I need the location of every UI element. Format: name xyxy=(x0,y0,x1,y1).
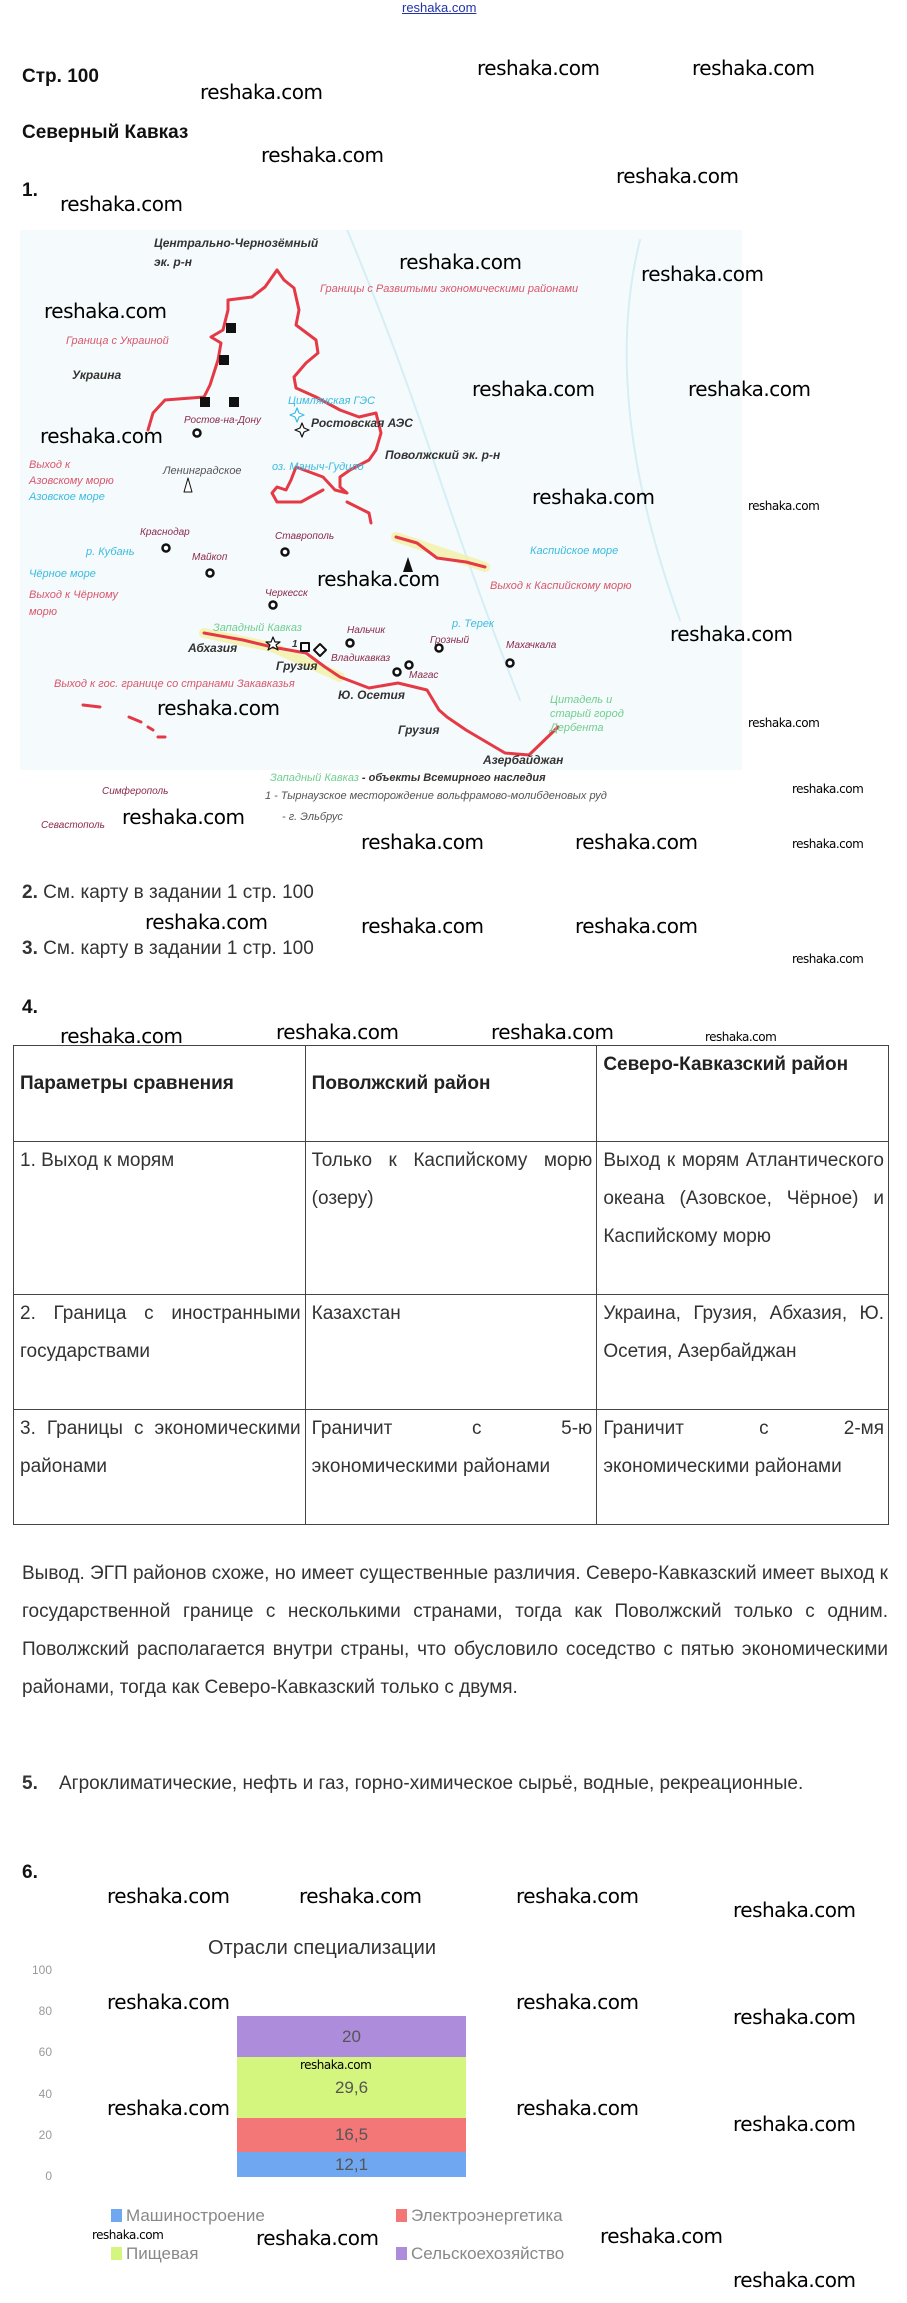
watermark: reshaka.com xyxy=(200,80,323,104)
map-label-abkhazia: Абхазия xyxy=(188,641,238,655)
map-label-kuban: р. Кубань xyxy=(86,546,135,558)
map-label-vladikavkaz: Владикавказ xyxy=(331,653,391,664)
map-label-derbent: Цитадель и xyxy=(550,694,613,706)
legend-label: Машиностроение xyxy=(126,2206,265,2225)
map-label-sevastopol: Севастополь xyxy=(41,820,105,831)
watermark: reshaka.com xyxy=(299,1884,422,1908)
table-cell: Граничит с 5-ю экономическими районами xyxy=(305,1410,597,1525)
legend-label: Сельскоехозяйство xyxy=(411,2244,565,2263)
watermark: reshaka.com xyxy=(792,782,864,796)
page-number: Стр. 100 xyxy=(22,66,99,87)
chart-title: Отрасли специализации xyxy=(208,1937,436,1959)
y-tick-label: 80 xyxy=(38,2004,52,2019)
y-tick-label: 40 xyxy=(38,2086,52,2101)
map-label-transcaucasia-exit: Выход к гос. границе со странами Закавказья xyxy=(54,678,295,690)
y-tick-label: 0 xyxy=(45,2169,52,2183)
watermark: reshaka.com xyxy=(361,914,484,938)
map-label-west-caucasus: Западный Кавказ xyxy=(213,622,302,634)
table-row xyxy=(14,1142,889,1295)
table-row xyxy=(14,1295,889,1410)
table-cell: Украина, Грузия, Абхазия, Ю. Осетия, Азербайджан xyxy=(597,1295,889,1410)
watermark: reshaka.com xyxy=(477,56,600,80)
map-legend-elbrus: - г. Эльбрус xyxy=(282,811,343,823)
table-cell: Граничит с 2-мя экономическими районами xyxy=(597,1410,889,1525)
map-label-nalchik: Нальчик xyxy=(347,625,386,636)
watermark: reshaka.com xyxy=(472,377,595,401)
map-label-terek: р. Терек xyxy=(452,618,495,630)
watermark: reshaka.com xyxy=(60,1024,183,1048)
map-label-south-ossetia: Ю. Осетия xyxy=(338,688,405,702)
map-legend-tyrnyauz: 1 - Тырнаузское месторождение вольфрамово-молибденовых руд xyxy=(265,790,607,802)
bar-data-label: 20 xyxy=(342,2026,361,2046)
mine-icon xyxy=(200,397,210,407)
bar-data-label: 12,1 xyxy=(334,2154,369,2174)
watermark: reshaka.com xyxy=(399,250,522,274)
task-3-number: 3. xyxy=(22,938,38,959)
legend-swatch xyxy=(396,2209,407,2222)
watermark: reshaka.com xyxy=(748,499,820,513)
watermark: reshaka.com xyxy=(792,837,864,851)
legend-swatch xyxy=(111,2247,122,2260)
task-6-number: 6. xyxy=(22,1862,38,1883)
watermark: reshaka.com xyxy=(641,262,764,286)
table-cell: 3. Границы с экономическими районами xyxy=(14,1410,306,1525)
legend-item-power xyxy=(396,2206,563,2226)
map-legend-heritage-name: Западный Кавказ xyxy=(270,772,359,784)
map-label-krasnodar: Краснодар xyxy=(140,527,190,538)
map-label-tsimlyansk: Цимлянская ГЭС xyxy=(288,395,376,407)
map-label-georgia: Грузия xyxy=(276,659,318,673)
task-3-text: См. карту в задании 1 стр. 100 xyxy=(43,938,314,959)
watermark: reshaka.com xyxy=(575,830,698,854)
watermark: reshaka.com xyxy=(600,2224,723,2248)
legend-item-machinery xyxy=(111,2206,265,2226)
watermark: reshaka.com xyxy=(733,2268,856,2292)
map-label-black-exit: Выход к Чёрному xyxy=(29,589,119,601)
map-label-black-sea: Чёрное море xyxy=(29,568,96,580)
watermark: reshaka.com xyxy=(705,1030,777,1044)
legend-label: Электроэнергетика xyxy=(411,2206,563,2225)
task-4-number: 4. xyxy=(22,997,38,1018)
watermark: reshaka.com xyxy=(616,164,739,188)
legend-item-food xyxy=(111,2244,198,2264)
map-label-azov-sea: Азовское море xyxy=(29,491,105,503)
task-5-text: Агроклиматические, нефть и газ, горно-химическое сырьё, водные, рекреационные. xyxy=(58,1773,804,1794)
watermark: reshaka.com xyxy=(40,424,163,448)
mine-icon xyxy=(226,323,236,333)
table-header: Параметры сравнения xyxy=(14,1046,306,1142)
map-legend-heritage-text: - объекты Всемирного наследия xyxy=(358,772,546,784)
table-cell: Казахстан xyxy=(305,1295,597,1410)
map-legend-heritage xyxy=(270,772,546,784)
watermark: reshaka.com xyxy=(300,2058,372,2072)
map-label-ukraine: Украина xyxy=(72,368,122,382)
map-label-derbent-2: старый город xyxy=(550,708,624,720)
bar-data-label: 16,5 xyxy=(334,2125,369,2145)
legend-item-agriculture xyxy=(396,2244,564,2264)
table-header: Поволжский район xyxy=(305,1046,597,1142)
watermark: reshaka.com xyxy=(256,2226,379,2250)
table-cell: Только к Каспийскому морю (озеру) xyxy=(305,1142,597,1295)
map-label-azov-exit: Выход к xyxy=(29,459,71,471)
watermark: reshaka.com xyxy=(317,567,440,591)
map-label-simferopol: Симферополь xyxy=(102,786,169,797)
map-label-caspian-sea: Каспийское море xyxy=(530,545,619,557)
task-5-number: 5. xyxy=(22,1773,38,1794)
task-2-number: 2. xyxy=(22,882,38,903)
y-tick-label: 60 xyxy=(38,2045,52,2060)
watermark: reshaka.com xyxy=(107,1884,230,1908)
map-label-econ-region: эк. р-н xyxy=(154,255,192,269)
watermark: reshaka.com xyxy=(145,910,268,934)
legend-swatch xyxy=(111,2209,122,2222)
conclusion-paragraph: Вывод. ЭГП районов схоже, но имеет существенные различия. Северо-Кавказский имеет выход к государственной границе с несколькими странами, тогда как Поволжский только с одним. Поволжский располагается внутри страны, что обусловило соседство с пятью экономическими районами, тогда как Северо-Кавказский только с двумя. xyxy=(22,1563,888,1698)
task-5 xyxy=(22,1765,888,1803)
y-tick-label: 20 xyxy=(38,2127,52,2142)
watermark: reshaka.com xyxy=(733,1898,856,1922)
map-label-manych: оз. Маныч-Гудило xyxy=(272,461,364,473)
y-tick-label: 100 xyxy=(31,1963,52,1977)
map-label-azov-exit-2: Азовскому морю xyxy=(29,475,114,487)
map-label-leningradskoe: Ленинградское xyxy=(163,465,242,477)
task-2-text: См. карту в задании 1 стр. 100 xyxy=(43,882,314,903)
map-label-grozny: Грозный xyxy=(430,635,470,646)
watermark: reshaka.com xyxy=(733,2112,856,2136)
watermark: reshaka.com xyxy=(532,485,655,509)
watermark: reshaka.com xyxy=(261,143,384,167)
task-1-number: 1. xyxy=(22,180,38,201)
map-label-borders-developed: Границы с Развитыми экономическими районами xyxy=(320,283,579,295)
task-2 xyxy=(22,882,314,904)
watermark: reshaka.com xyxy=(670,622,793,646)
map-label-cherkessk: Черкесск xyxy=(265,588,308,599)
mine-icon xyxy=(229,397,239,407)
watermark: reshaka.com xyxy=(44,299,167,323)
table-header: Северо-Кавказский район xyxy=(597,1046,889,1142)
map-label-stavropol: Ставрополь xyxy=(275,531,335,542)
comparison-table xyxy=(13,1045,889,1525)
legend-label: Пищевая xyxy=(126,2244,199,2263)
watermark: reshaka.com xyxy=(575,914,698,938)
table-row xyxy=(14,1410,889,1525)
table-cell: Выход к морям Атлантического океана (Азовское, Чёрное) и Каспийскому морю xyxy=(597,1142,889,1295)
legend-swatch xyxy=(396,2247,407,2260)
watermark: reshaka.com xyxy=(516,2096,639,2120)
map-label-magas: Магас xyxy=(409,670,439,681)
map-label-border-ukraine: Граница с Украиной xyxy=(66,335,169,347)
watermark: reshaka.com xyxy=(122,805,245,829)
watermark: reshaka.com xyxy=(516,1884,639,1908)
section-title: Северный Кавказ xyxy=(22,122,189,143)
table-header-row xyxy=(14,1046,889,1142)
map-label-one: 1 xyxy=(292,639,298,650)
map-label-povolzhsky: Поволжский эк. р-н xyxy=(385,448,501,462)
map-label-georgia-2: Грузия xyxy=(398,723,440,737)
task-3 xyxy=(22,938,314,960)
watermark: reshaka.com xyxy=(107,2096,230,2120)
map-label-central-black-earth: Центрально-Чернозёмный xyxy=(154,236,319,250)
watermark: reshaka.com xyxy=(792,952,864,966)
watermark: reshaka.com xyxy=(491,1020,614,1044)
watermark: reshaka.com xyxy=(516,1990,639,2014)
watermark: reshaka.com xyxy=(692,56,815,80)
mine-icon xyxy=(219,355,229,365)
map-label-makhachkala: Махачкала xyxy=(506,640,557,651)
top-watermark-link[interactable]: reshaka.com xyxy=(402,0,477,15)
map-label-derbent-3: Дербента xyxy=(550,722,604,734)
watermark: reshaka.com xyxy=(107,1990,230,2014)
map-label-caspian-exit: Выход к Каспийскому морю xyxy=(490,580,632,592)
map-label-rostov: Ростов-на-Дону xyxy=(184,415,261,426)
watermark: reshaka.com xyxy=(92,2228,164,2242)
watermark: reshaka.com xyxy=(157,696,280,720)
table-cell: 2. Граница с иностранными государствами xyxy=(14,1295,306,1410)
map-label-rostov-aes: Ростовская АЭС xyxy=(311,416,413,430)
map-label-maykop: Майкоп xyxy=(192,552,228,563)
watermark: reshaka.com xyxy=(733,2005,856,2029)
watermark: reshaka.com xyxy=(688,377,811,401)
map-label-azerbaijan: Азербайджан xyxy=(483,753,564,767)
watermark: reshaka.com xyxy=(361,830,484,854)
watermark: reshaka.com xyxy=(276,1020,399,1044)
map-label-black-exit-2: морю xyxy=(29,606,58,618)
bar-data-label: 29,6 xyxy=(334,2077,369,2097)
watermark: reshaka.com xyxy=(748,716,820,730)
watermark: reshaka.com xyxy=(60,192,183,216)
table-cell: 1. Выход к морям xyxy=(14,1142,306,1295)
